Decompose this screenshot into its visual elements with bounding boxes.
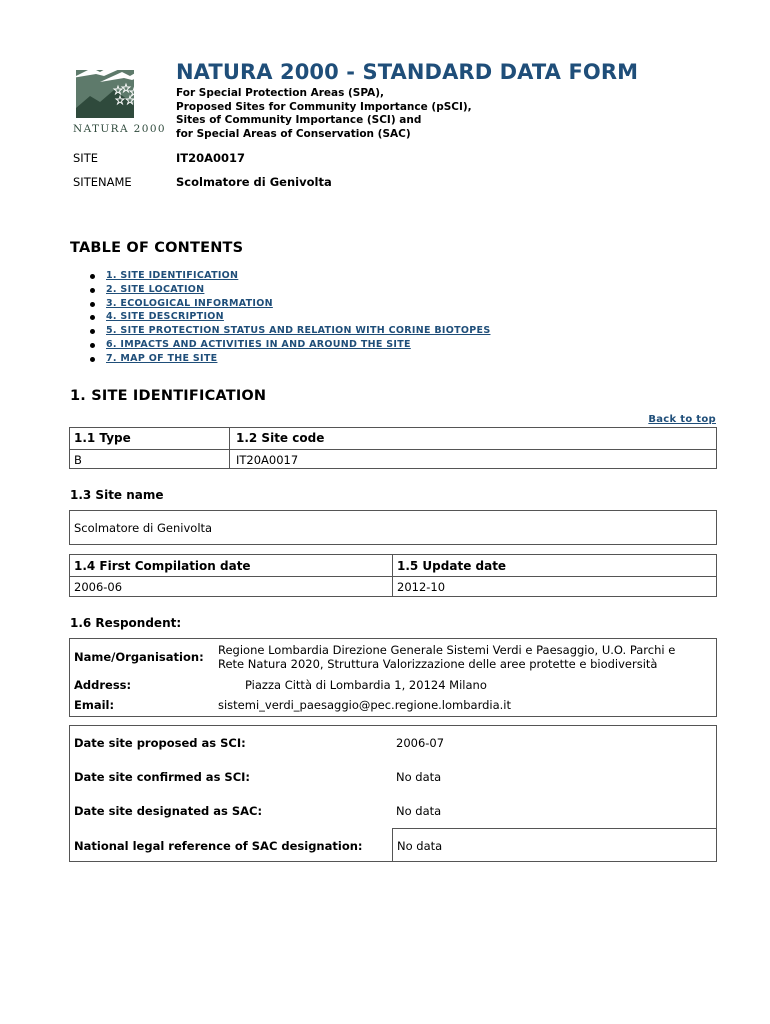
toc-link-ecological-information[interactable]: 3. ECOLOGICAL INFORMATION (106, 297, 273, 309)
date-designated-sac-label: Date site designated as SAC: (74, 804, 263, 818)
svg-text:NATURA 2000: NATURA 2000 (73, 123, 166, 135)
table-divider (69, 576, 717, 577)
subtitle-line: Proposed Sites for Community Importance (pSCI), (176, 100, 472, 113)
toc-heading: TABLE OF CONTENTS (70, 240, 244, 256)
type-header: 1.1 Type (74, 431, 131, 445)
back-to-top-link[interactable]: Back to top (648, 414, 716, 425)
date-proposed-sci-label: Date site proposed as SCI: (74, 736, 246, 750)
address-label: Address: (74, 678, 132, 692)
type-code-table (69, 427, 717, 469)
site-label: SITE (73, 151, 98, 165)
sitename-label: SITENAME (73, 175, 132, 189)
toc-link-site-location[interactable]: 2. SITE LOCATION (106, 283, 205, 295)
toc-item (90, 298, 490, 312)
natura-2000-logo (70, 60, 168, 136)
address-value: Piazza Città di Lombardia 1, 20124 Milano (245, 678, 487, 692)
toc-item (90, 270, 490, 284)
toc-item (90, 353, 490, 367)
toc-item (90, 284, 490, 298)
toc-list (90, 270, 490, 367)
subtitle-line: for Special Areas of Conservation (SAC) (176, 127, 411, 140)
site-name-value: Scolmatore di Genivolta (74, 521, 213, 535)
date-confirmed-sci-value: No data (396, 770, 442, 784)
sitename-value: Scolmatore di Genivolta (176, 175, 332, 189)
site-code-cell: IT20A0017 (236, 453, 299, 467)
site-code-value: IT20A0017 (176, 151, 246, 165)
table-divider (392, 554, 393, 597)
email-value: sistemi_verdi_paesaggio@pec.regione.lombardia.it (218, 698, 512, 712)
site-code-header: 1.2 Site code (236, 431, 325, 445)
name-organisation-label: Name/Organisation: (74, 650, 204, 664)
subtitle-line: For Special Protection Areas (SPA), (176, 87, 384, 99)
site-name-header: 1.3 Site name (70, 488, 164, 502)
toc-item (90, 325, 490, 339)
national-legal-reference-value: No data (397, 839, 443, 853)
date-confirmed-sci-label: Date site confirmed as SCI: (74, 770, 251, 784)
date-proposed-sci-value: 2006-07 (396, 736, 445, 750)
subtitle-line: Sites of Community Importance (SCI) and (176, 114, 422, 126)
toc-link-impacts-activities[interactable]: 6. IMPACTS AND ACTIVITIES IN AND AROUND THE SITE (106, 338, 411, 350)
table-divider (392, 828, 717, 829)
toc-item (90, 311, 490, 325)
table-divider (392, 828, 393, 862)
name-organisation-line-1: Regione Lombardia Direzione Generale Sistemi Verdi e Paesaggio, U.O. Parchi e (218, 643, 676, 657)
toc-link-map[interactable]: 7. MAP OF THE SITE (106, 352, 218, 364)
email-label: Email: (74, 698, 115, 712)
toc-link-site-description[interactable]: 4. SITE DESCRIPTION (106, 311, 224, 323)
date-designated-sac-value: No data (396, 804, 442, 818)
toc-item (90, 339, 490, 353)
name-organisation-line-2: Rete Natura 2020, Struttura Valorizzazione delle aree protette e biodiversità (218, 657, 658, 671)
type-value: B (74, 453, 82, 467)
table-divider (229, 427, 230, 469)
respondent-header: 1.6 Respondent: (70, 616, 182, 630)
toc-link-site-protection[interactable]: 5. SITE PROTECTION STATUS AND RELATION WITH CORINE BIOTOPES (106, 325, 491, 337)
update-date-value: 2012-10 (397, 580, 446, 594)
page-subtitle (176, 87, 472, 141)
update-date-header: 1.5 Update date (397, 559, 507, 573)
national-legal-reference-label: National legal reference of SAC designation: (74, 839, 363, 853)
toc-link-site-identification[interactable]: 1. SITE IDENTIFICATION (106, 270, 239, 281)
section-heading-site-identification: 1. SITE IDENTIFICATION (70, 388, 267, 404)
page-title: NATURA 2000 - STANDARD DATA FORM (176, 60, 639, 84)
table-divider (69, 449, 717, 450)
first-compilation-value: 2006-06 (74, 580, 123, 594)
first-compilation-header: 1.4 First Compilation date (74, 559, 251, 573)
